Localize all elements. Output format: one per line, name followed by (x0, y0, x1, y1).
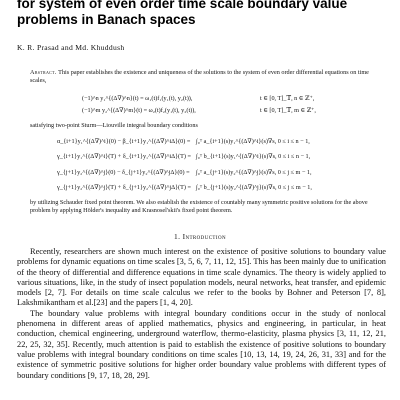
abstract-intro (30, 69, 375, 86)
section-heading: 1. Introduction (174, 232, 226, 241)
paper-title (17, 0, 387, 28)
boundary-condition-1-lhs: α_{i+1}y₁^{(Δ∇)^i}(0) − β_{i+1}y₁^{(Δ∇)^iΔ}(0) = (57, 138, 191, 145)
boundary-condition-2-lhs: γ_{i+1}y₁^{(Δ∇)^i}(T) + δ_{i+1}y₁^{(Δ∇)^iΔ}(T) = (57, 153, 191, 160)
equation-1-lhs: (−1)^n y₁^{(Δ∇)^n}(t) = ω₁(t)f₁(y₁(t), y₂(t)), (82, 95, 193, 102)
author-line: K. R. Prasad and Md. Khuddush (17, 43, 125, 52)
boundary-condition-3-rhs: ∫₀ᵀ a_{j+1}(s)y₂^{(Δ∇)^j}(s)∇s, 0 ≤ j ≤ m − 1, (196, 169, 312, 176)
introduction-paragraph-1: Recently, researchers are shown much interest on the existence of positive solutions to boundary value problems for dynamic equations on time scales [3, 5, 6, 7, 11, 12, 15]. This has been mainly due to unification of the theory of differential and difference equations in time scale dynamics. The theory is widely applied to various situations, like, in the study of insect population models, neural networks, heat transfer, and epidemic models [2, 7]. For details on time scale calculus we refer to the books by Bohner and Peterson [7, 8], Lakshmikantham et al.[23] and the papers [1, 4, 20]. (17, 247, 386, 308)
abstract-outro: by utilizing Schauder fixed point theorem. We also establish the existence of countably many symmetric positive solutions for the above problem by applying Hölder's inequality and Krasnosel'skii's fixed point theorem. (30, 199, 368, 215)
abstract-label: Abstract. (30, 69, 57, 76)
boundary-condition-4-rhs: ∫₀ᵀ b_{j+1}(s)y₂^{(Δ∇)^j}(s)∇s, 0 ≤ j ≤ m − 1, (196, 184, 312, 191)
equation-1-rhs: t ∈ [0, T]_𝕋, n ∈ ℤ⁺, (260, 95, 315, 102)
boundary-condition-3-lhs: γ_{j+1}y₂^{(Δ∇)^j}(0) − δ_{j+1}y₂^{(Δ∇)^jΔ}(0) = (57, 169, 190, 176)
boundary-condition-4-lhs: γ_{j+1}y₂^{(Δ∇)^j}(T) + δ_{j+1}y₂^{(Δ∇)^jΔ}(T) = (57, 184, 191, 191)
title-line-2: problems in Banach spaces (17, 12, 196, 27)
introduction-body (17, 247, 386, 381)
introduction-paragraph-2: The boundary value problems with integral boundary conditions occur in the study of nonlocal phenomena in different areas of applied mathematics, physics and engineering, in particular, in heat conduction, chemical engineering, underground waterflow, thermo-elasticity, plasma physics [3, 11, 12, 21, 22, 25, 32, 35]. Recently, much attention is paid to establish the existence of positive solutions to boundary value problems with integral boundary conditions on time scales [10, 13, 14, 19, 24, 26, 31, 33] and for the existence of symmetric positive solutions for higher order boundary value problems with different types of boundary conditions [9, 17, 18, 28, 29]. (17, 308, 386, 380)
abstract-intro-text: This paper establishes the existence and uniqueness of the solutions to the system of even order differential equations on time scales, (30, 69, 369, 85)
boundary-conditions-intro: satisfying two-point Sturm—Liouville integral boundary conditions (30, 122, 198, 129)
equation-2-lhs: (−1)^m y₂^{(Δ∇)^m}(t) = ω₂(t)f₂(y₁(t), y₂(t)), (82, 107, 196, 114)
boundary-condition-1-rhs: ∫₀ᵀ a_{i+1}(s)y₁^{(Δ∇)^i}(s)∇s, 0 ≤ i ≤ n − 1, (196, 138, 310, 145)
boundary-condition-2-rhs: ∫₀ᵀ b_{i+1}(s)y₁^{(Δ∇)^i}(s)∇s, 0 ≤ i ≤ n − 1, (196, 153, 311, 160)
title-line-1: for system of even order time scale boundary value (17, 0, 348, 11)
equation-2-rhs: t ∈ [0, T]_𝕋, m ∈ ℤ⁺, (260, 107, 316, 114)
